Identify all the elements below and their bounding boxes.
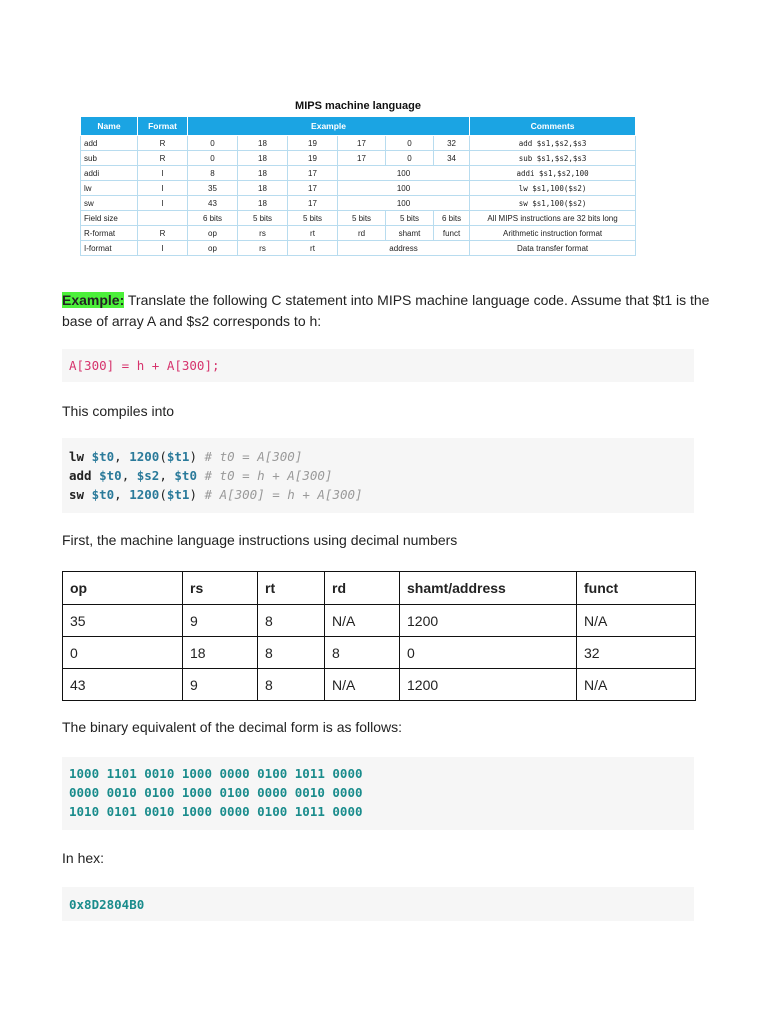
cell: 43 [188, 196, 238, 211]
cell: 18 [238, 151, 288, 166]
cell: I [138, 181, 188, 196]
cell: 8 [188, 166, 238, 181]
header-format: Format [138, 117, 188, 136]
cell: 17 [338, 151, 386, 166]
binary-code-block [62, 757, 694, 830]
cell-comment: addi $s1,$s2,100 [470, 166, 636, 181]
cell: 19 [288, 151, 338, 166]
header-example: Example [188, 117, 470, 136]
cell: 5 bits [386, 211, 434, 226]
table-row [63, 637, 696, 669]
cell: 8 [258, 669, 325, 701]
cell: N/A [577, 669, 696, 701]
table-row [81, 241, 636, 256]
cell: 17 [338, 136, 386, 151]
asm-line: add $t0, $s2, $t0 # t0 = h + A[300] [69, 468, 333, 483]
asm-comment: # A[300] = h + A[300] [204, 487, 363, 502]
c-code-block [62, 349, 694, 382]
cell: rs [238, 226, 288, 241]
cell-comment: sub $s1,$s2,$s3 [470, 151, 636, 166]
cell: 17 [288, 196, 338, 211]
binary-line: 1000 1101 0010 1000 0000 0100 1011 0000 [69, 766, 363, 781]
asm-reg: $t1 [166, 487, 190, 502]
decimal-instruction-table [62, 571, 696, 701]
column-header-rd: rd [325, 572, 400, 605]
cell: N/A [577, 605, 696, 637]
asm-comment: # t0 = A[300] [204, 449, 303, 464]
cell: 8 [258, 637, 325, 669]
example-text: Translate the following C statement into MIPS machine language code. Assume that $t1 is the base of array A and $s2 corresponds to h: [62, 292, 710, 329]
cell: R [138, 151, 188, 166]
cell: 5 bits [338, 211, 386, 226]
table-row [81, 211, 636, 226]
cell: address [338, 241, 470, 256]
cell: 5 bits [288, 211, 338, 226]
cell: 34 [434, 151, 470, 166]
cell: I [138, 241, 188, 256]
cell: 18 [238, 136, 288, 151]
asm-line: lw $t0, 1200($t1) # t0 = A[300] [69, 449, 303, 464]
cell: rd [338, 226, 386, 241]
asm-offset: 1200 [129, 449, 160, 464]
asm-reg: $t0 [99, 468, 122, 483]
hex-value: 0x8D2804B0 [69, 897, 145, 912]
header-comments: Comments [470, 117, 636, 136]
table-row [81, 196, 636, 211]
cell: R-format [81, 226, 138, 241]
cell: N/A [325, 605, 400, 637]
cell: 1200 [400, 605, 577, 637]
cell: op [188, 226, 238, 241]
cell: sub [81, 151, 138, 166]
table-row [63, 669, 696, 701]
cell: 35 [188, 181, 238, 196]
mips-reference-table [80, 116, 636, 256]
example-highlight: Example: [62, 292, 125, 308]
cell: 17 [288, 166, 338, 181]
asm-reg: $t0 [91, 487, 115, 502]
cell-comment: Data transfer format [470, 241, 636, 256]
column-header-op: op [63, 572, 183, 605]
cell: Field size [81, 211, 138, 226]
cell: add [81, 136, 138, 151]
cell [138, 211, 188, 226]
cell: 0 [188, 151, 238, 166]
cell: 9 [183, 669, 258, 701]
cell: 9 [183, 605, 258, 637]
asm-op: sw [69, 487, 85, 502]
cell: 0 [400, 637, 577, 669]
mips-reference-figure [80, 96, 636, 256]
asm-op: add [69, 468, 92, 483]
cell: 35 [63, 605, 183, 637]
cell: 17 [288, 181, 338, 196]
binary-line: 1010 0101 0010 1000 0000 0100 1011 0000 [69, 804, 363, 819]
asm-code-block [62, 438, 694, 513]
cell: 43 [63, 669, 183, 701]
column-header-funct: funct [577, 572, 696, 605]
cell: 18 [238, 166, 288, 181]
decimal-text: First, the machine language instructions using decimal numbers [62, 532, 458, 548]
cell: shamt [386, 226, 434, 241]
compiles-text: This compiles into [62, 403, 175, 419]
header-name: Name [81, 117, 138, 136]
cell: 0 [386, 136, 434, 151]
asm-offset: 1200 [129, 487, 160, 502]
asm-comment: # t0 = h + A[300] [204, 468, 333, 483]
cell: I [138, 166, 188, 181]
asm-op: lw [69, 449, 85, 464]
table-row [81, 136, 636, 151]
cell-comment: add $s1,$s2,$s3 [470, 136, 636, 151]
column-header-rt: rt [258, 572, 325, 605]
cell: 18 [183, 637, 258, 669]
cell: R [138, 136, 188, 151]
binary-line: 0000 0010 0100 1000 0100 0000 0010 0000 [69, 785, 363, 800]
cell: 6 bits [434, 211, 470, 226]
cell-comment: lw $s1,100($s2) [470, 181, 636, 196]
cell: 1200 [400, 669, 577, 701]
table-row [81, 226, 636, 241]
cell: R [138, 226, 188, 241]
cell: 100 [338, 166, 470, 181]
cell: 8 [325, 637, 400, 669]
figure-title: MIPS machine language [295, 100, 421, 112]
asm-reg: $s2 [136, 468, 160, 483]
cell: rs [238, 241, 288, 256]
hex-code-block [62, 887, 694, 921]
cell: 0 [386, 151, 434, 166]
cell: 100 [338, 181, 470, 196]
binary-text: The binary equivalent of the decimal form is as follows: [62, 719, 403, 735]
cell: rt [288, 226, 338, 241]
cell: N/A [325, 669, 400, 701]
cell: funct [434, 226, 470, 241]
cell: 5 bits [238, 211, 288, 226]
cell: addi [81, 166, 138, 181]
cell: 18 [238, 181, 288, 196]
table-row [63, 605, 696, 637]
cell-comment: All MIPS instructions are 32 bits long [470, 211, 636, 226]
asm-reg: $t1 [166, 449, 190, 464]
cell: lw [81, 181, 138, 196]
example-intro [62, 290, 722, 332]
cell: I [138, 196, 188, 211]
cell: 19 [288, 136, 338, 151]
c-statement: A[300] = h + A[300]; [69, 358, 220, 373]
cell: 0 [188, 136, 238, 151]
column-header-shamt-address: shamt/address [400, 572, 577, 605]
asm-line: sw $t0, 1200($t1) # A[300] = h + A[300] [69, 487, 363, 502]
cell-comment: Arithmetic instruction format [470, 226, 636, 241]
cell-comment: sw $s1,100($s2) [470, 196, 636, 211]
table-row [81, 181, 636, 196]
cell: rt [288, 241, 338, 256]
cell: op [188, 241, 238, 256]
table-row [81, 151, 636, 166]
cell: 6 bits [188, 211, 238, 226]
asm-reg: $t0 [174, 468, 197, 483]
hex-text: In hex: [62, 850, 105, 866]
column-header-rs: rs [183, 572, 258, 605]
table-row [81, 166, 636, 181]
cell: 32 [434, 136, 470, 151]
cell: 32 [577, 637, 696, 669]
cell: 0 [63, 637, 183, 669]
cell: 8 [258, 605, 325, 637]
cell: sw [81, 196, 138, 211]
cell: I-format [81, 241, 138, 256]
cell: 18 [238, 196, 288, 211]
cell: 100 [338, 196, 470, 211]
asm-reg: $t0 [91, 449, 115, 464]
